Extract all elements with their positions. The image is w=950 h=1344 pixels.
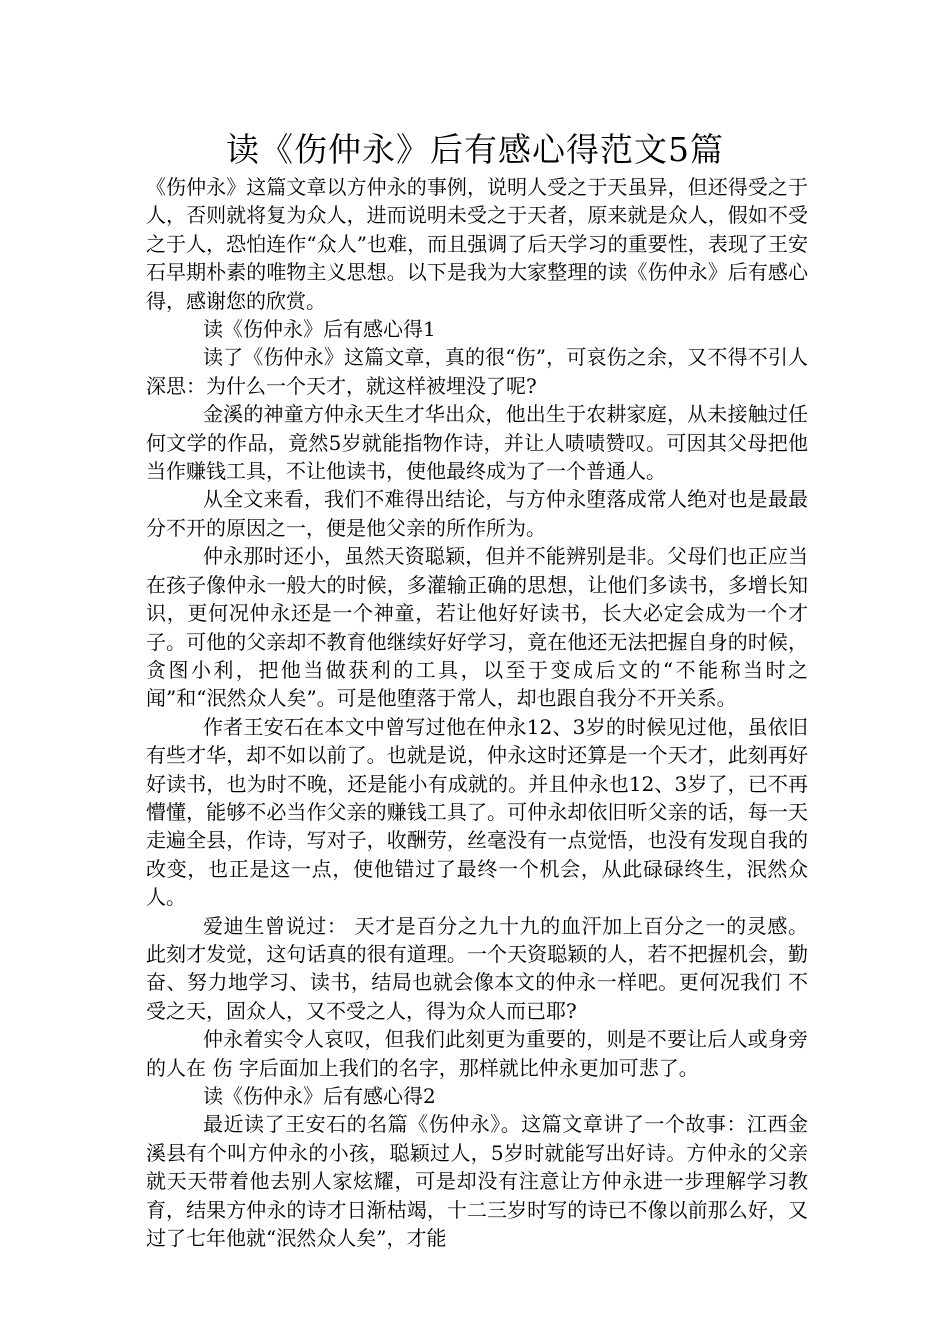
body-paragraph: 从全文来看，我们不难得出结论，与方仲永堕落成常人绝对也是最最分不开的原因之一，便是他父亲的所作所为。 — [146, 487, 808, 540]
body-paragraph: 仲永着实令人哀叹，但我们此刻更为重要的，则是不要让后人或身旁的人在 伤 字后面加上我们的名字，那样就比仲永更加可悲了。 — [146, 1027, 808, 1080]
body-paragraph: 仲永那时还小，虽然天资聪颖，但并不能辨别是非。父母们也正应当在孩子像仲永一般大的时候，多灌输正确的思想，让他们多读书，多增长知识，更何况仲永还是一个神童，若让他好好读书，长大必定会成为一个才子。可他的父亲却不教育他继续好好学习，竟在他还无法把握自身的时候，贪图小利，把他当做获利的工具，以至于变成后文的“不能称当时之闻”和“泯然众人矣”。可是他堕落于常人，却也跟自我分不开关系。 — [146, 544, 808, 711]
body-paragraph: 读《伤仲永》后有感心得2 — [203, 1084, 436, 1108]
body-paragraph: 爱迪生曾说过： 天才是百分之九十九的血汗加上百分之一的灵感。 此刻才发觉，这句话真的很有道理。一个天资聪颖的人，若不把握机会，勤奋、努力地学习、读书，结局也就会像本文的仲永一样吧。更何况我们 不受之天，固众人，又不受之人，得为众人而已耶? — [146, 913, 808, 1023]
body-paragraph: 读《伤仲永》后有感心得1 — [203, 317, 436, 342]
body-paragraph: 最近读了王安石的名篇《伤仲永》。这篇文章讲了一个故事：江西金溪县有个叫方仲永的小孩，聪颖过人，5岁时就能写出好诗。方仲永的父亲就天天带着他去别人家炫耀，可是却没有注意让方仲永进一步理解学习教育，结果方仲永的诗才日渐枯竭，十二三岁时写的诗已不像以前那么好，又过了七年他就“泯然众人矣”，才能 — [146, 1112, 808, 1251]
body-paragraph: 《伤仲永》这篇文章以方仲永的事例，说明人受之于天虽异，但还得受之于人，否则就将复为众人，进而说明未受之于天者，原来就是众人，假如不受之于人，恐怕连作“众人”也难，而且强调了后天学习的重要性，表现了王安石早期朴素的唯物主义思想。以下是我为大家整理的读《伤仲永》后有感心得，感谢您的欣赏。 — [146, 175, 808, 313]
body-paragraph: 金溪的神童方仲永天生才华出众，他出生于农耕家庭，从未接触过任何文学的作品，竟然5岁就能指物作诗，并让人啧啧赞叹。可因其父母把他当作赚钱工具，不让他读书，使他最终成为了一个普通人。 — [146, 402, 808, 484]
body-paragraph: 读了《伤仲永》这篇文章，真的很“伤”，可哀伤之余，又不得不引人深思：为什么一个天才，就这样被埋没了呢? — [146, 345, 808, 398]
document-title: 读《伤仲永》后有感心得范文5篇 — [226, 130, 724, 169]
body-paragraph: 作者王安石在本文中曾写过他在仲永12、3岁的时候见过他，虽依旧有些才华，却不如以前了。也就是说，仲永这时还算是一个天才，此刻再好好读书，也为时不晚，还是能小有成就的。并且仲永也12、3岁了，已不再懵懂，能够不必当作父亲的赚钱工具了。可仲永却依旧听父亲的话，每一天走遍全县，作诗，写对子，收酬劳，丝毫没有一点觉悟，也没有发现自我的改变，也正是这一点，使他错过了最终一个机会，从此碌碌终生，泯然众人。 — [146, 714, 808, 910]
document-body — [146, 173, 808, 1252]
